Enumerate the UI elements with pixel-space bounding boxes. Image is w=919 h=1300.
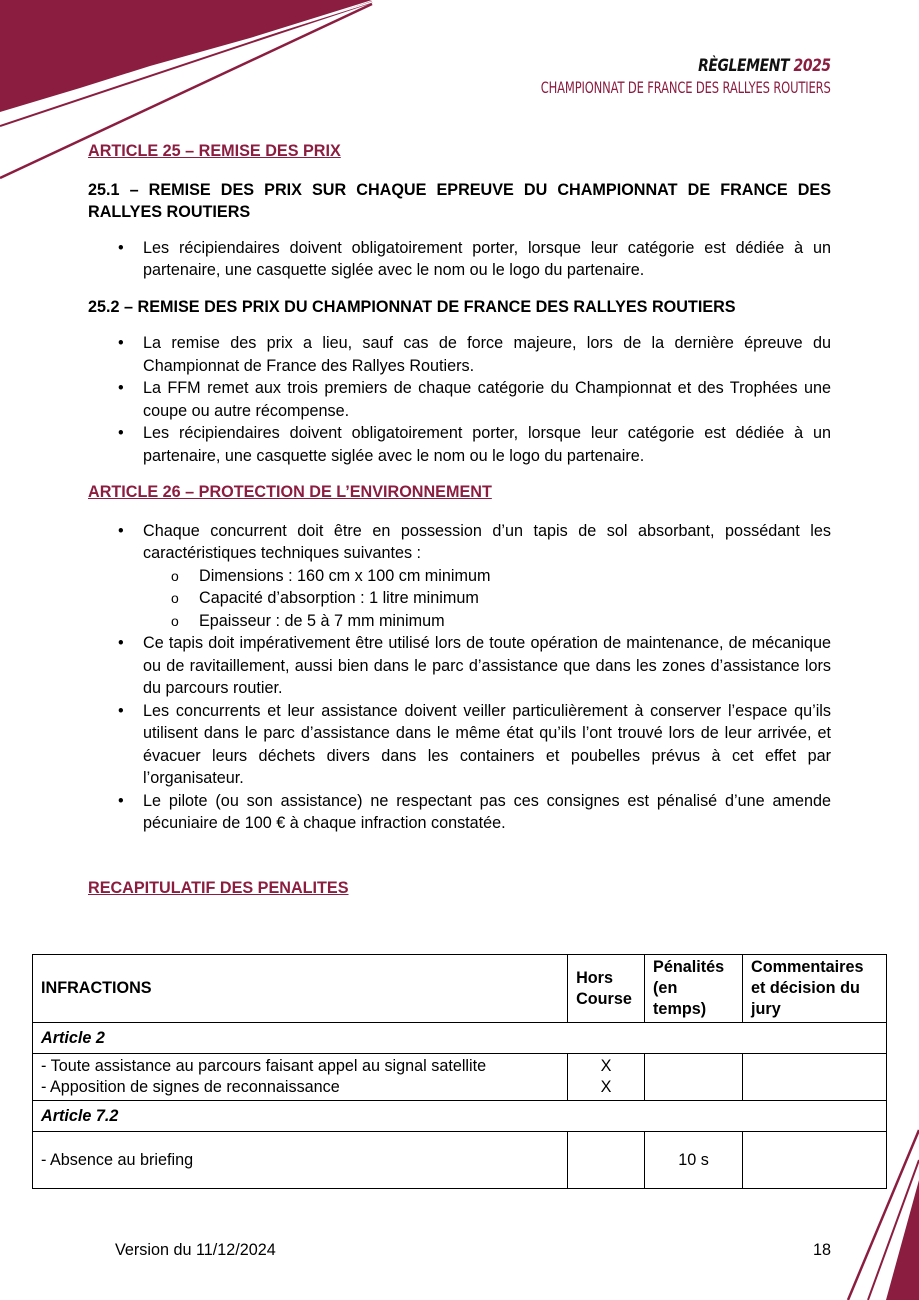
document-body: [88, 140, 831, 899]
article-26-title: ARTICLE 26 – PROTECTION DE L’ENVIRONNEMENT: [88, 483, 492, 501]
table-cell-commentaires: [743, 1132, 887, 1189]
header-title-year: 2025: [793, 56, 831, 76]
list-item: • La remise des prix a lieu, sauf cas de force majeure, lors de la dernière épreuve du Championnat de France des Rallyes Routiers.: [143, 332, 831, 377]
list-item: • Ce tapis doit impérativement être utilisé lors de toute opération de maintenance, de mécanique ou de ravitaillement, aussi bien dans le parc d’assistance que dans les zones d’assistance lors du parcours routier.: [143, 632, 831, 700]
list-item: • La FFM remet aux trois premiers de chaque catégorie du Championnat et des Trophées une coupe ou autre récompense.: [143, 377, 831, 422]
infraction-text: - Toute assistance au parcours faisant appel au signal satellite: [41, 1057, 487, 1075]
table-cell-penalites: [645, 1054, 743, 1101]
header-infractions: INFRACTIONS: [33, 955, 568, 1023]
list-item-text: Chaque concurrent doit être en possession d’un tapis de sol absorbant, possédant les caractéristiques techniques suivantes :: [143, 521, 831, 562]
header-commentaires: Commentaires et décision du jury: [743, 955, 887, 1023]
infraction-text: - Apposition de signes de reconnaissance: [41, 1078, 340, 1096]
list-item: [143, 520, 831, 633]
table-cell-hors-course: [568, 1132, 645, 1189]
table-row: [33, 1054, 887, 1101]
sublist-item: o Dimensions : 160 cm x 100 cm minimum: [199, 565, 831, 588]
section-25-1-title: 25.1 – REMISE DES PRIX SUR CHAQUE EPREUVE DU CHAMPIONNAT DE FRANCE DES RALLYES ROUTIERS: [88, 180, 831, 221]
hors-course-mark: X: [600, 1057, 612, 1075]
sublist-item: o Epaisseur : de 5 à 7 mm minimum: [199, 610, 831, 633]
article-7-2-label: Article 7.2: [33, 1101, 887, 1132]
section-25-1-list: [88, 237, 831, 282]
footer-page-number: 18: [812, 1241, 831, 1259]
section-25-2-title: 25.2 – REMISE DES PRIX DU CHAMPIONNAT DE FRANCE DES RALLYES ROUTIERS: [88, 297, 736, 316]
list-item: • Les récipiendaires doivent obligatoirement porter, lorsque leur catégorie est dédiée à un partenaire, une casquette siglée avec le nom ou le logo du partenaire.: [143, 237, 831, 282]
table-row: [33, 1132, 887, 1189]
sublist: [143, 565, 831, 633]
table-cell-infractions: - Absence au briefing: [33, 1132, 568, 1189]
table-cell-penalites: 10 s: [645, 1132, 743, 1189]
header-title-reglement: RÈGLEMENT: [698, 56, 790, 76]
penalties-table: [32, 954, 887, 1189]
list-item: • Les concurrents et leur assistance doivent veiller particulièrement à conserver l’espace qu’ils utilisent dans le parc d’assistance dans le même état qu’ils l’ont trouvé lors de leur arrivée, et évacuer leurs déchets divers dans les containers et poubelles prévus à cet effet par l’organisateur.: [143, 700, 831, 790]
recap-title: RECAPITULATIF DES PENALITES: [88, 878, 349, 897]
section-25-2-list: [88, 332, 831, 467]
header-subtitle: CHAMPIONNAT DE FRANCE DES RALLYES ROUTIERS: [541, 78, 831, 97]
hors-course-mark: X: [600, 1078, 612, 1096]
sublist-item: o Capacité d’absorption : 1 litre minimum: [199, 587, 831, 610]
table-row: [33, 1023, 887, 1054]
list-item: • Les récipiendaires doivent obligatoirement porter, lorsque leur catégorie est dédiée à un partenaire, une casquette siglée avec le nom ou le logo du partenaire.: [143, 422, 831, 467]
article-2-label: Article 2: [33, 1023, 887, 1054]
article-26-list: [88, 520, 831, 835]
table-cell-infractions: [33, 1054, 568, 1101]
article-25-title: ARTICLE 25 – REMISE DES PRIX: [88, 142, 341, 160]
header-penalites: Pénalités (en temps): [645, 955, 743, 1023]
table-cell-hors-course: [568, 1054, 645, 1101]
document-header: [428, 56, 831, 97]
table-cell-commentaires: [743, 1054, 887, 1101]
footer-version: Version du 11/12/2024: [115, 1241, 276, 1259]
list-item: • Le pilote (ou son assistance) ne respectant pas ces consignes est pénalisé d’une amende pécuniaire de 100 € à chaque infraction constatée.: [143, 790, 831, 835]
table-header-row: [33, 955, 887, 1023]
header-title: [501, 56, 831, 76]
table-row: [33, 1101, 887, 1132]
header-hors-course: Hors Course: [568, 955, 645, 1023]
